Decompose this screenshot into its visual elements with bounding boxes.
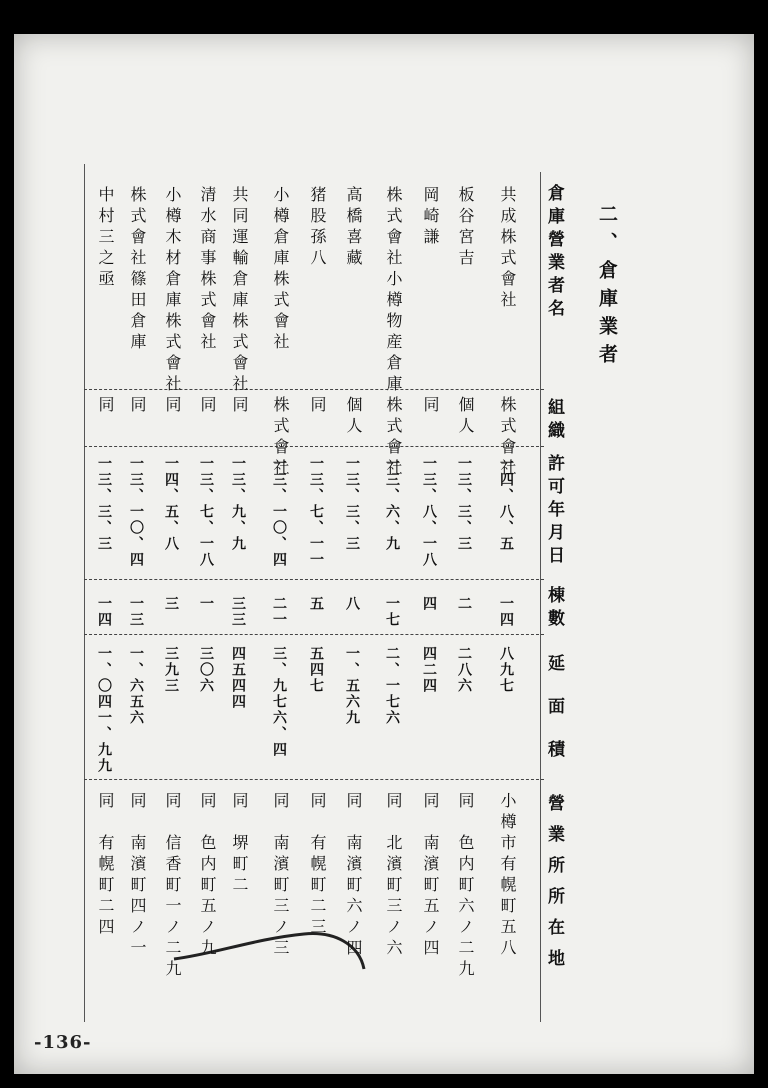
header-org: 組織 (544, 398, 564, 444)
row-10-name: 小樽木材倉庫株式會社 (163, 186, 182, 396)
header-name: 倉庫營業者名 (544, 184, 564, 322)
row-8-area: 四五四四 (230, 646, 246, 710)
row-8-name: 共同運輸倉庫株式會社 (230, 186, 249, 396)
row-6-area: 五四七 (308, 646, 324, 694)
row-3-org: 同 (421, 396, 440, 417)
row-9-name: 清水商事株式會社 (198, 186, 217, 354)
row-11-area: 一、六五六 (128, 646, 144, 726)
row-5-date: 一三、三、三 (344, 456, 360, 552)
row-12-area: 一、〇四一、九九 (96, 646, 112, 774)
row-6-date: 一三、七、一一 (308, 456, 324, 568)
row-7-location: 同 南濱町三ノ三 (271, 792, 290, 960)
row-7-name: 小樽倉庫株式會社 (271, 186, 290, 354)
row-9-date: 一三、七、一八 (198, 456, 214, 568)
row-8-org: 同 (230, 396, 249, 417)
row-4-name: 株式會社小樽物産倉庫 (384, 186, 403, 396)
row-6-org: 同 (308, 396, 327, 417)
row-1-org: 株式會社 (498, 396, 517, 480)
row-3-date: 一三、八、一八 (421, 456, 437, 568)
row-4-org: 株式會社 (384, 396, 403, 480)
header-count: 棟數 (544, 586, 564, 632)
row-10-count: 三 (163, 596, 179, 612)
row-3-count: 四 (421, 596, 437, 612)
row-7-date: 一三、一〇、四 (271, 456, 287, 568)
row-11-count: 一三 (128, 596, 144, 628)
row-11-name: 株式會社篠田倉庫 (128, 186, 147, 354)
row-1-area: 八九七 (498, 646, 514, 694)
row-8-count: 三三 (230, 596, 246, 628)
row-4-count: 一七 (384, 596, 400, 628)
row-9-location: 同 色内町五ノ九 (198, 792, 217, 960)
row-12-count: 一四 (96, 596, 112, 628)
row-8-location: 同 堺町二 (230, 792, 249, 897)
row-2-name: 板谷宮吉 (456, 186, 475, 270)
row-8-date: 一三、九、九 (230, 456, 246, 552)
header-area: 延面積 (544, 654, 564, 783)
row-3-name: 岡崎謙 (421, 186, 440, 249)
row-3-area: 四二四 (421, 646, 437, 694)
row-7-count: 二一 (271, 596, 287, 628)
row-9-org: 同 (198, 396, 217, 417)
row-1-name: 共成株式會社 (498, 186, 517, 312)
divider-org-date (84, 446, 544, 447)
row-7-org: 株式會社 (271, 396, 290, 480)
row-6-count: 五 (308, 596, 324, 612)
row-5-area: 一、五六九 (344, 646, 360, 726)
row-11-date: 一三、一〇、四 (128, 456, 144, 568)
row-5-location: 同 南濱町六ノ四 (344, 792, 363, 960)
row-6-name: 猪股孫八 (308, 186, 327, 270)
row-12-location: 同 有幌町二四 (96, 792, 115, 939)
row-2-location: 同 色内町六ノ二九 (456, 792, 475, 981)
row-2-count: 二 (456, 596, 472, 612)
row-11-org: 同 (128, 396, 147, 417)
row-7-area: 三、九七六、四 (271, 646, 287, 758)
row-5-count: 八 (344, 596, 360, 612)
row-4-area: 二、一七六 (384, 646, 400, 726)
divider-count-area (84, 634, 544, 635)
row-9-area: 三〇六 (198, 646, 214, 694)
row-2-date: 一三、三、三 (456, 456, 472, 552)
row-4-date: 一三、六、九 (384, 456, 400, 552)
header-location: 營業所所在地 (544, 794, 564, 980)
row-3-location: 同 南濱町五ノ四 (421, 792, 440, 960)
section-title: 二、倉庫業者 (596, 204, 618, 372)
row-1-count: 一四 (498, 596, 514, 628)
row-1-date: 一四、八、五 (498, 456, 514, 552)
header-date: 許可年月日 (544, 454, 564, 569)
row-10-date: 一四、五、八 (163, 456, 179, 552)
divider-date-count (84, 579, 544, 580)
row-9-count: 一 (198, 596, 214, 612)
row-10-org: 同 (163, 396, 182, 417)
row-10-area: 三九三 (163, 646, 179, 694)
row-5-name: 高橋喜藏 (344, 186, 363, 270)
row-6-location: 同 有幌町二三 (308, 792, 327, 939)
document-page (14, 34, 754, 1074)
table-left-border (84, 164, 85, 1022)
row-1-location: 小樽市有幌町五八 (498, 792, 517, 960)
row-2-area: 二八六 (456, 646, 472, 694)
row-2-org: 個人 (456, 396, 475, 438)
row-12-org: 同 (96, 396, 115, 417)
row-12-name: 中村三之亟 (96, 186, 115, 291)
table-header-border (540, 172, 541, 1022)
divider-area-location (84, 779, 544, 780)
row-11-location: 同 南濱町四ノ一 (128, 792, 147, 960)
row-4-location: 同 北濱町三ノ六 (384, 792, 403, 960)
row-10-location: 同 信香町一ノ二九 (163, 792, 182, 981)
row-12-date: 一三、三、三 (96, 456, 112, 552)
page-number: -136- (34, 1032, 92, 1053)
row-5-org: 個人 (344, 396, 363, 438)
divider-name-org (84, 389, 544, 390)
